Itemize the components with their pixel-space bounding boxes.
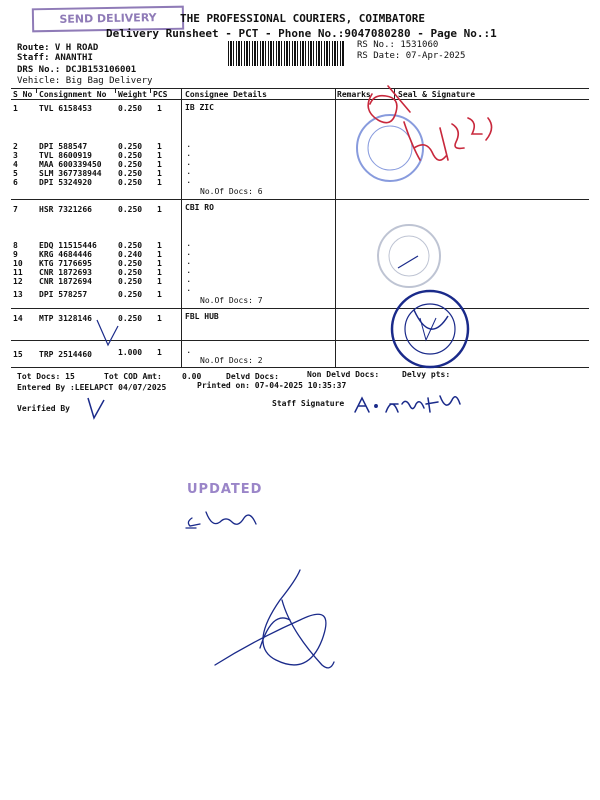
entered-by: Entered By :LEELAPCT 04/07/2025 [17, 383, 167, 392]
tick-mark [97, 320, 118, 345]
row-pcs: 1 [157, 259, 162, 268]
row-dot: . [186, 140, 192, 150]
row-dot: . [186, 248, 192, 258]
row-sno: 9 [13, 250, 18, 259]
rs-number: RS No.: 1531060 [357, 40, 439, 50]
row-weight: 0.250 [118, 290, 143, 299]
vehicle-text: Vehicle: Big Bag Delivery [17, 76, 153, 86]
rs-date: RS Date: 07-Apr-2025 [357, 51, 466, 61]
row-dot: . [186, 158, 192, 168]
row-dot: . [186, 275, 192, 285]
row-dot: . [186, 284, 192, 294]
red-handwriting [368, 86, 491, 160]
route-text: Route: V H ROAD [17, 43, 99, 53]
row-dot: . [186, 346, 192, 356]
col-header-seal: Seal & Signature [398, 90, 476, 99]
row-sno: 13 [13, 290, 23, 299]
consignee-name: FBL HUB [185, 312, 219, 321]
non-delivered-docs: Non Delvd Docs: [307, 370, 380, 379]
row-weight: 0.250 [118, 142, 143, 151]
row-sno: 10 [13, 259, 23, 268]
row-pcs: 1 [157, 178, 162, 187]
row-consignment: DPI 578257 [39, 290, 88, 299]
docs-count: No.Of Docs: 2 [200, 356, 263, 365]
row-dot: . [186, 257, 192, 267]
row-consignment: DPI 588547 [39, 142, 88, 151]
row-dot: . [186, 176, 192, 186]
delivered-docs: Delvd Docs: [226, 372, 279, 381]
docs-count: No.Of Docs: 6 [200, 187, 263, 196]
row-consignment: CNR 1872694 [39, 277, 92, 286]
consignee-name: CBI RO [185, 203, 214, 212]
row-weight: 0.250 [118, 169, 143, 178]
row-consignment: MAA 600339450 [39, 160, 102, 169]
col-header-consignment: Consignment No [39, 90, 107, 99]
total-cod-label: Tot COD Amt: [104, 372, 162, 381]
staff-signature-label: Staff Signature [272, 399, 345, 408]
col-header-remarks: Remarks [337, 90, 371, 99]
row-consignment: CNR 1872693 [39, 268, 92, 277]
bank-seal-2 [378, 225, 440, 287]
row-pcs: 1 [157, 250, 162, 259]
docs-count: No.Of Docs: 7 [200, 296, 263, 305]
row-pcs: 1 [157, 277, 162, 286]
row-pcs: 1 [157, 104, 162, 113]
total-cod-value: 0.00 [182, 372, 202, 381]
row-pcs: 1 [157, 290, 162, 299]
runsheet-title: Delivery Runsheet - PCT - Phone No.:9047080280 - Page No.:1 [106, 27, 497, 40]
row-pcs: 1 [157, 205, 162, 214]
row-consignment: TRP 2514460 [39, 350, 92, 359]
row-sno: 8 [13, 241, 18, 250]
printed-on: Printed on: 07-04-2025 10:35:37 [197, 381, 347, 390]
row-consignment: KTG 7176695 [39, 259, 92, 268]
col-header-consignee: Consignee Details [185, 90, 267, 99]
row-weight: 0.250 [118, 268, 143, 277]
consignee-name: IB ZIC [185, 103, 214, 112]
row-pcs: 1 [157, 169, 162, 178]
row-weight: 0.250 [118, 178, 143, 187]
col-header-sno: S No [13, 90, 33, 99]
row-weight: 0.250 [118, 241, 143, 250]
row-pcs: 1 [157, 241, 162, 250]
staff-signature [355, 396, 460, 412]
row-pcs: 1 [157, 151, 162, 160]
row-sno: 3 [13, 151, 18, 160]
row-sno: 1 [13, 104, 18, 113]
delivery-points: Delvy pts: [402, 370, 451, 379]
row-consignment: EDQ 11515446 [39, 241, 97, 250]
row-weight: 0.250 [118, 259, 143, 268]
row-consignment: TVL 6158453 [39, 104, 92, 113]
row-dot: . [186, 149, 192, 159]
handwritten-signature-leela [186, 512, 256, 528]
row-weight: 0.250 [118, 160, 143, 169]
row-sno: 14 [13, 314, 23, 323]
row-consignment: MTP 3128146 [39, 314, 92, 323]
row-pcs: 1 [157, 268, 162, 277]
total-docs: Tot Docs: 15 [17, 372, 75, 381]
row-weight: 0.250 [118, 151, 143, 160]
row-consignment: KRG 4684446 [39, 250, 92, 259]
tick-mark [88, 398, 104, 418]
row-dot: . [186, 266, 192, 276]
row-consignment: DPI 5324920 [39, 178, 92, 187]
company-name: THE PROFESSIONAL COURIERS, COIMBATORE [180, 12, 426, 25]
row-consignment: TVL 8600919 [39, 151, 92, 160]
row-sno: 6 [13, 178, 18, 187]
row-weight: 0.250 [118, 277, 143, 286]
verified-by-label: Verified By [17, 404, 70, 413]
updated-stamp: UPDATED [187, 482, 263, 497]
col-header-weight: Weight [118, 90, 147, 99]
drs-number: DRS No.: DCJB153106001 [17, 65, 137, 75]
row-pcs: 1 [157, 160, 162, 169]
staff-text: Staff: ANANTHI [17, 53, 93, 63]
tick-mark [398, 256, 418, 268]
row-sno: 2 [13, 142, 18, 151]
row-sno: 12 [13, 277, 23, 286]
row-pcs: 1 [157, 142, 162, 151]
row-consignment: HSR 7321266 [39, 205, 92, 214]
row-sno: 4 [13, 160, 18, 169]
federal-bank-seal [392, 291, 468, 367]
row-pcs: 1 [157, 314, 162, 323]
large-loop-signature [215, 570, 334, 668]
row-consignment: SLM 367738944 [39, 169, 102, 178]
row-weight: 0.250 [118, 205, 143, 214]
row-weight: 1.000 [118, 348, 143, 357]
row-weight: 0.250 [118, 104, 143, 113]
row-dot: . [186, 239, 192, 249]
row-dot: . [186, 167, 192, 177]
col-header-pcs: PCS [153, 90, 168, 99]
row-sno: 11 [13, 268, 23, 277]
row-weight: 0.250 [118, 314, 143, 323]
send-delivery-stamp: SEND DELIVERY [32, 6, 184, 33]
row-sno: 15 [13, 350, 23, 359]
row-sno: 7 [13, 205, 18, 214]
row-pcs: 1 [157, 348, 162, 357]
row-sno: 5 [13, 169, 18, 178]
row-weight: 0.240 [118, 250, 143, 259]
